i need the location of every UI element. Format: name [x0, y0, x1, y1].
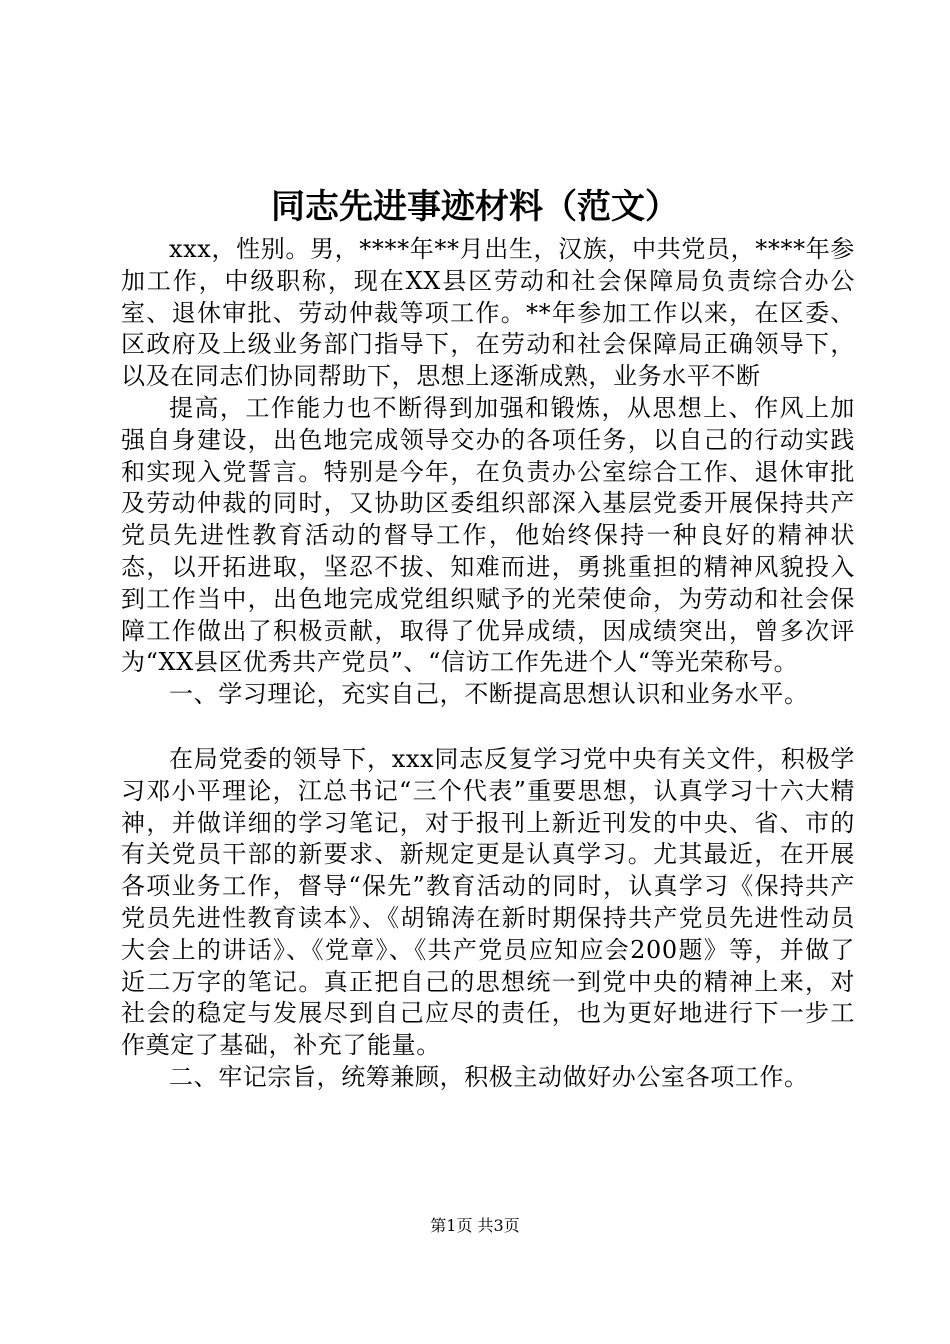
document-body [121, 234, 855, 1094]
page-footer: 第1页 共3页 [430, 1216, 520, 1235]
paragraph-achievements: 提高，工作能力也不断得到加强和锻炼，从思想上、作风上加强自身建设，出色地完成领导交办的各项任务，以自己的行动实践和实现入党誓言。特别是今年，在负责办公室综合工作、退休审批及劳动仲裁的同时，又协助区委组织部深入基层党委开展保持共产党员先进性教育活动的督导工作，他始终保持一种良好的精神状态，以开拓进取，坚忍不拔、知难而进，勇挑重担的精神风貌投入到工作当中，出色地完成党组织赋予的光荣使命，为劳动和社会保障工作做出了积极贡献，取得了优异成绩，因成绩突出，曾多次评为“XX县区优秀共产党员”、“信访工作先进个人“等光荣称号。 [121, 393, 855, 677]
document-title: 同志先进事迹材料（范文） [271, 187, 679, 227]
section-heading-one: 一、学习理论，充实自己，不断提高思想认识和业务水平。 [169, 680, 809, 709]
paragraph-study: 在局党委的领导下，xxx同志反复学习党中央有关文件，积极学习邓小平理论，江总书记“三个代表”重要思想，认真学习十六大精神，并做详细的学习笔记，对于报刊上新近刊发的中央、省、市的有关党员干部的新要求、新规定更是认真学习。尤其最近，在开展各项业务工作，督导“保先”教育活动的同时，认真学习《保持共产党员先进性教育读本》、《胡锦涛在新时期保持共产党员先进性动员大会上的讲话》、《党章》、《共产党员应知应会200题》等，并做了近二万字的笔记。真正把自己的思想统一到党中央的精神上来，对社会的稳定与发展尽到自己应尽的责任，也为更好地进行下一步工作奠定了基础，补充了能量。 [121, 744, 855, 1060]
section-heading-two: 二、牢记宗旨，统筹兼顾，积极主动做好办公室各项工作。 [169, 1062, 809, 1091]
paragraph-intro: xxx，性别。男，****年**月出生，汉族，中共党员，****年参加工作，中级职称，现在XX县区劳动和社会保障局负责综合办公室、退休审批、劳动仲裁等项工作。**年参加工作以来，在区委、区政府及上级业务部门指导下，在劳动和社会保障局正确领导下，以及在同志们协同帮助下，思想上逐渐成熟，业务水平不断 [121, 235, 855, 391]
